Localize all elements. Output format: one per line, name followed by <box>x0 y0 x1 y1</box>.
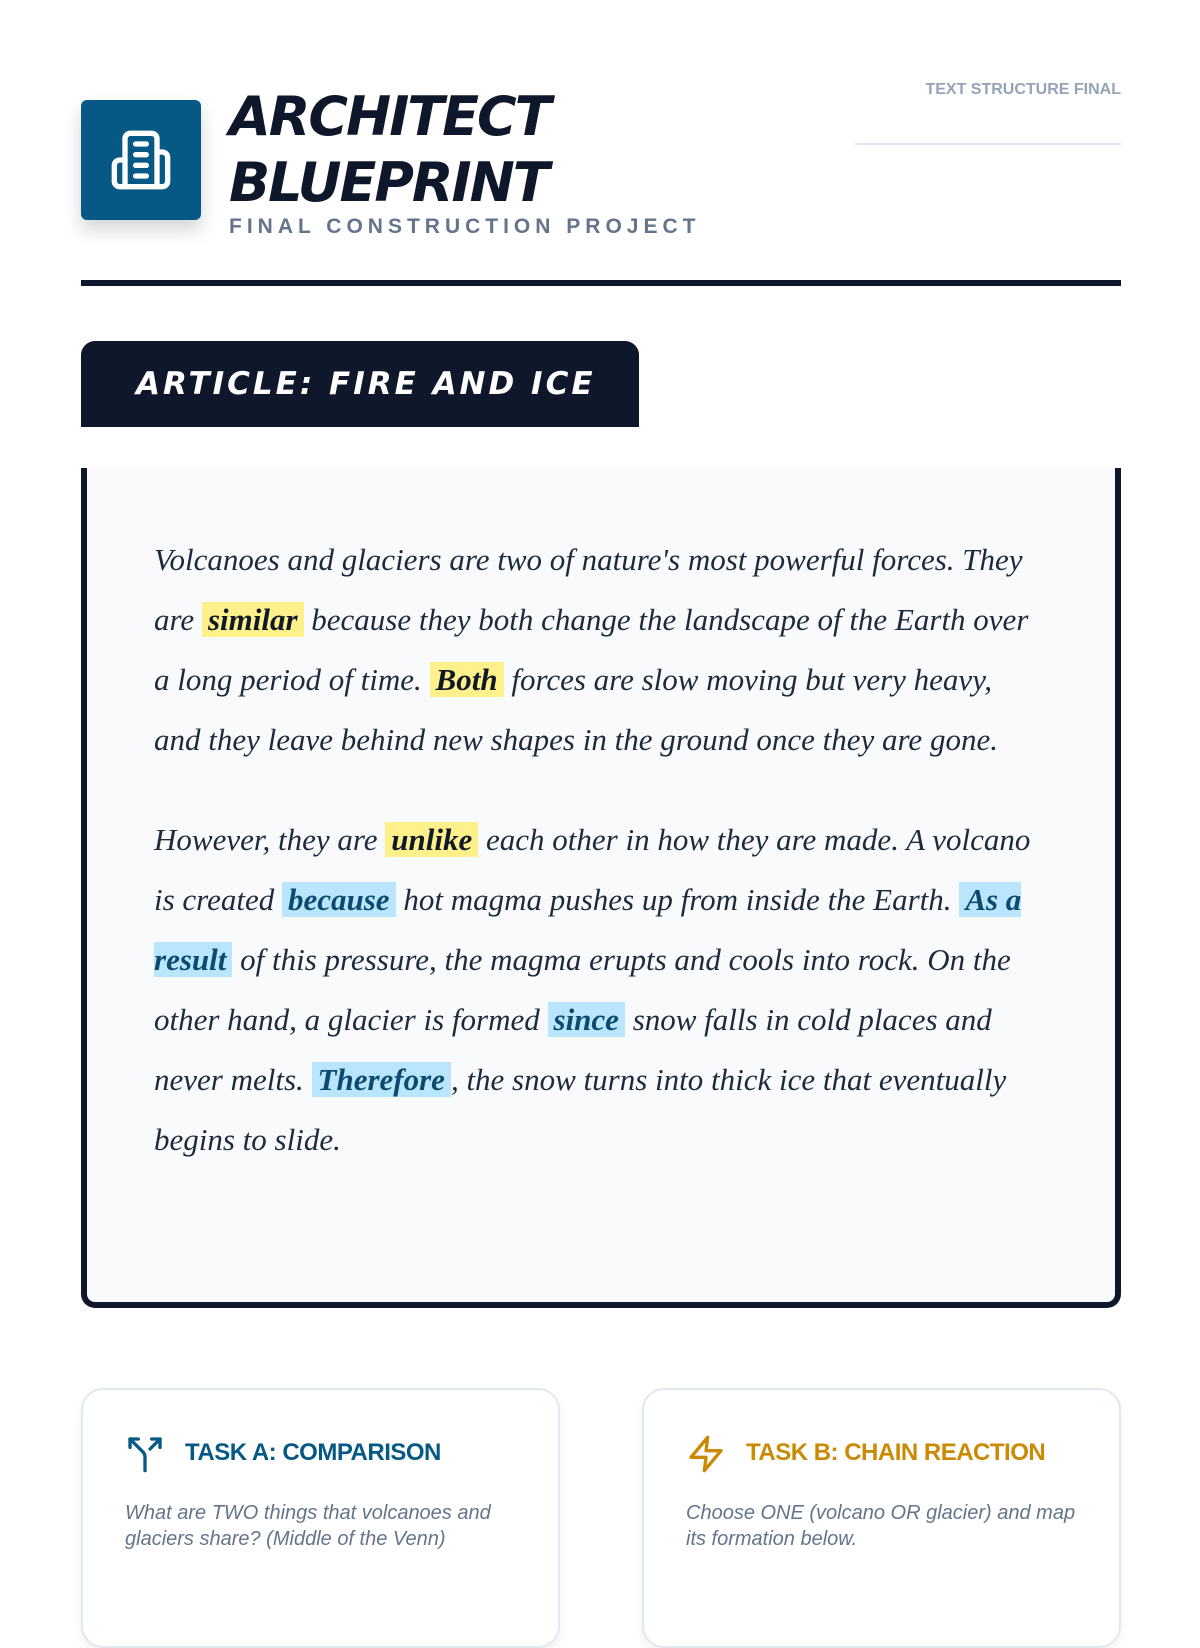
text-span: However, they are <box>154 822 386 857</box>
task-a-description: What are TWO things that volcanoes and glaciers share? (Middle of the Venn) <box>125 1502 491 1550</box>
header-divider <box>81 280 1121 286</box>
highlight-word: similar <box>202 602 304 637</box>
brand-line-1: ARCHITECT <box>229 85 550 148</box>
text-span: hot magma pushes up from inside the Earth. <box>395 882 960 917</box>
article-paragraph-1 <box>154 530 1045 770</box>
logo <box>81 100 201 220</box>
building-icon <box>109 128 173 192</box>
highlight-word: because <box>282 882 396 917</box>
article-tab <box>81 341 639 427</box>
worksheet-page <box>81 0 1121 1600</box>
document-label: TEXT STRUCTURE FINAL <box>925 81 1121 98</box>
task-b-title: TASK B: CHAIN REACTION <box>746 1439 1046 1466</box>
text-span: forces are slow moving but very heavy, and they leave behind new shapes in the ground once they are gone. <box>154 662 998 757</box>
text-span: of this pressure, the magma erupts and cools into rock. On the other hand, a glacier is formed <box>154 942 1011 1037</box>
task-b-description: Choose ONE (volcano OR glacier) and map its formation below. <box>686 1502 1076 1550</box>
text-span: , the snow turns into thick ice that eventually begins to slide. <box>154 1062 1007 1157</box>
text-span: snow falls in cold places and never melts. <box>154 1002 992 1097</box>
split-arrow-icon <box>125 1434 165 1474</box>
task-b-card <box>642 1388 1121 1648</box>
brand-line-2: BLUEPRINT <box>229 151 548 214</box>
highlight-word: unlike <box>385 822 478 857</box>
text-span: because they both change the landscape of the Earth over a long period of time. <box>154 602 1029 697</box>
name-line <box>855 143 1121 145</box>
lightning-icon <box>686 1434 726 1474</box>
highlight-word: Both <box>430 662 504 697</box>
text-span: each other in how they are made. A volcano is created <box>154 822 1031 917</box>
article-paragraph-2 <box>154 810 1045 1170</box>
highlight-word: Therefore <box>312 1062 451 1097</box>
article-title: ARTICLE: FIRE AND ICE <box>136 366 596 402</box>
text-span: Volcanoes and glaciers are two of nature's most powerful forces. They are <box>154 542 1023 637</box>
article-body <box>81 468 1121 1308</box>
task-a-title: TASK A: COMPARISON <box>185 1439 441 1466</box>
highlight-word: As a result <box>154 882 1022 977</box>
task-a-card <box>81 1388 560 1648</box>
brand-title <box>229 84 549 216</box>
brand-subtitle: FINAL CONSTRUCTION PROJECT <box>229 215 701 238</box>
highlight-word: since <box>548 1002 625 1037</box>
